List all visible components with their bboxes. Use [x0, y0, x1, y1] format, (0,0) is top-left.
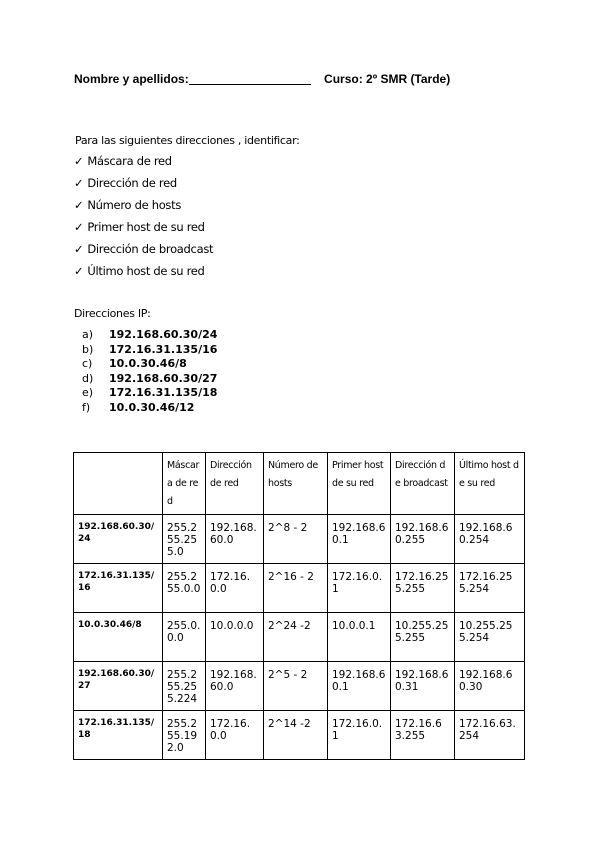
checkmark-icon: ✓	[74, 198, 84, 212]
first-host-cell: 172.16.0.1	[328, 564, 391, 613]
header-cell: Dirección de broadcast	[391, 453, 455, 515]
last-host-cell: 172.16.63.254	[455, 711, 525, 760]
broadcast-cell: 172.16.63.255	[391, 711, 455, 760]
checklist-item	[74, 241, 213, 263]
first-host-cell: 192.168.60.1	[328, 515, 391, 564]
first-host-cell: 172.16.0.1	[328, 711, 391, 760]
ip-cell: 192.168.60.30/27	[74, 662, 163, 711]
broadcast-cell: 10.255.255.255	[391, 613, 455, 662]
hosts-cell: 2^24 -2	[264, 613, 328, 662]
header-cell: Máscara de red	[163, 453, 206, 515]
checklist-item	[74, 175, 213, 197]
hosts-cell: 2^14 -2	[264, 711, 328, 760]
last-host-cell: 192.168.60.254	[455, 515, 525, 564]
mask-cell: 255.255.0.0	[163, 564, 206, 613]
ip-cell: 10.0.30.46/8	[74, 613, 163, 662]
first-host-cell: 192.168.60.1	[328, 662, 391, 711]
hosts-cell: 2^5 - 2	[264, 662, 328, 711]
header-cell	[74, 453, 163, 515]
ip-item-address: 10.0.30.46/12	[109, 400, 195, 414]
ip-list-item	[82, 386, 217, 401]
checklist-item	[74, 197, 213, 219]
checklist-item-label: Dirección de red	[87, 176, 177, 190]
hosts-cell: 2^16 - 2	[264, 564, 328, 613]
checkmark-icon: ✓	[74, 176, 84, 190]
mask-cell: 255.255.192.0	[163, 711, 206, 760]
ip-item-letter: e)	[82, 386, 94, 399]
ip-item-address: 192.168.60.30/24	[109, 328, 218, 341]
mask-cell: 255.255.255.224	[163, 662, 206, 711]
ip-item-address: 172.16.31.135/18	[109, 386, 218, 399]
network-cell: 192.168.60.0	[206, 662, 264, 711]
course-label: Curso: 2º SMR (Tarde)	[324, 72, 451, 86]
checkmark-icon: ✓	[74, 242, 84, 256]
checkmark-icon: ✓	[74, 264, 84, 278]
checklist-item	[74, 219, 213, 241]
ip-item-letter: c)	[82, 357, 93, 370]
broadcast-cell: 172.16.255.255	[391, 564, 455, 613]
table-row	[74, 564, 525, 613]
header-cell: Dirección de red	[206, 453, 264, 515]
checkmark-icon: ✓	[74, 154, 84, 168]
header-cell: Número de hosts	[264, 453, 328, 515]
table-row	[74, 662, 525, 711]
broadcast-cell: 192.168.60.255	[391, 515, 455, 564]
hosts-cell: 2^8 - 2	[264, 515, 328, 564]
document-header	[74, 72, 450, 86]
ip-section-title: Direcciones IP:	[74, 307, 151, 320]
first-host-cell: 10.0.0.1	[328, 613, 391, 662]
last-host-cell: 10.255.255.254	[455, 613, 525, 662]
ip-list-item	[82, 357, 217, 372]
checklist-item-label: Máscara de red	[87, 154, 172, 168]
name-label: Nombre y apellidos:	[74, 72, 189, 86]
network-cell: 172.16.0.0	[206, 711, 264, 760]
checklist-item-label: Primer host de su red	[87, 220, 205, 234]
instructions-text: Para las siguientes direcciones , identificar:	[75, 134, 300, 147]
checklist-item-label: Último host de su red	[87, 264, 205, 278]
ip-item-letter: a)	[82, 328, 94, 341]
ip-item-address: 192.168.60.30/27	[109, 371, 218, 385]
network-cell: 172.16.0.0	[206, 564, 264, 613]
ip-list-item	[82, 328, 217, 343]
checklist-item	[74, 263, 213, 285]
network-cell: 192.168.60.0	[206, 515, 264, 564]
checklist-item-label: Dirección de broadcast	[87, 242, 214, 256]
ip-item-letter: b)	[82, 342, 94, 356]
ip-item-letter: f)	[82, 400, 91, 414]
subnet-table	[73, 452, 525, 760]
header-cell: Primer host de su red	[328, 453, 391, 515]
ip-address-list	[82, 328, 217, 415]
ip-item-address: 10.0.30.46/8	[109, 357, 187, 370]
broadcast-cell: 192.168.60.31	[391, 662, 455, 711]
ip-list-item	[82, 372, 217, 387]
last-host-cell: 172.16.255.254	[455, 564, 525, 613]
table-header-row	[74, 453, 525, 515]
ip-item-letter: d)	[82, 371, 94, 385]
table-row	[74, 711, 525, 760]
checklist-item	[74, 153, 213, 175]
checkmark-icon: ✓	[74, 220, 84, 234]
ip-cell: 172.16.31.135/16	[74, 564, 163, 613]
network-cell: 10.0.0.0	[206, 613, 264, 662]
ip-cell: 192.168.60.30/24	[74, 515, 163, 564]
ip-item-address: 172.16.31.135/16	[109, 342, 218, 356]
mask-cell: 255.0.0.0	[163, 613, 206, 662]
task-checklist	[74, 153, 213, 285]
mask-cell: 255.255.255.0	[163, 515, 206, 564]
checklist-item-label: Número de hosts	[87, 198, 182, 212]
last-host-cell: 192.168.60.30	[455, 662, 525, 711]
name-blank-line	[189, 72, 311, 85]
table-row	[74, 515, 525, 564]
ip-list-item	[82, 401, 217, 416]
ip-cell: 172.16.31.135/18	[74, 711, 163, 760]
header-cell: Último host de su red	[455, 453, 525, 515]
table-row	[74, 613, 525, 662]
ip-list-item	[82, 343, 217, 358]
